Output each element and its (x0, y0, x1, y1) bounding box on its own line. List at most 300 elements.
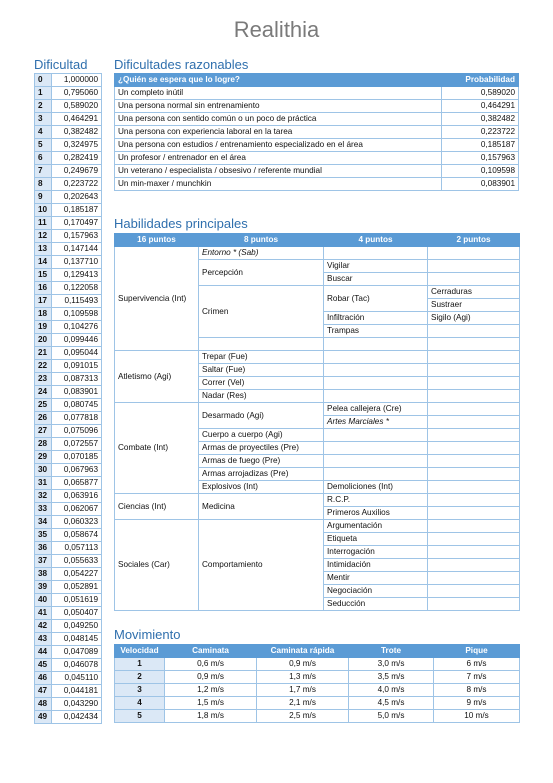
dificultad-nivel: 48 (35, 698, 52, 711)
dificultad-nivel: 47 (35, 685, 52, 698)
dificultad-valor: 0,382482 (52, 126, 102, 139)
dificultad-valor: 0,091015 (52, 360, 102, 373)
dificultad-row (35, 139, 102, 152)
razonables-quien: Un profesor / entrenador en el área (115, 152, 442, 165)
dificultad-valor: 0,046078 (52, 659, 102, 672)
hab-empty (428, 585, 520, 598)
dificultad-valor: 0,062067 (52, 503, 102, 516)
hab-empty (428, 598, 520, 611)
movimiento-caminata: 1,8 m/s (165, 710, 257, 723)
dificultad-nivel: 14 (35, 256, 52, 269)
dificultad-row (35, 659, 102, 672)
dificultad-row (35, 568, 102, 581)
hab-pelea: Pelea callejera (Cre) (324, 403, 428, 416)
hab-vigilar: Vigilar (324, 260, 428, 273)
dificultad-valor: 0,170497 (52, 217, 102, 230)
dificultad-nivel: 28 (35, 438, 52, 451)
hab-empty (428, 247, 520, 260)
dificultad-nivel: 44 (35, 646, 52, 659)
hab-empty (428, 559, 520, 572)
hab-header-2: 2 puntos (428, 234, 520, 247)
dificultad-row (35, 646, 102, 659)
razonables-row (115, 113, 519, 126)
hab-empty (428, 546, 520, 559)
razonables-probabilidad: 0,382482 (442, 113, 519, 126)
dificultad-valor: 0,109598 (52, 308, 102, 321)
razonables-table (114, 73, 519, 191)
hab-empty (324, 338, 428, 351)
razonables-quien: Una persona con estudios / entrenamiento especializado en el área (115, 139, 442, 152)
dificultad-valor: 0,157963 (52, 230, 102, 243)
dificultad-row (35, 542, 102, 555)
movimiento-row (115, 684, 520, 697)
hab-empty (324, 468, 428, 481)
dificultad-nivel: 6 (35, 152, 52, 165)
razonables-row (115, 139, 519, 152)
movimiento-caminata: 1,5 m/s (165, 697, 257, 710)
dificultad-row (35, 633, 102, 646)
dificultad-nivel: 17 (35, 295, 52, 308)
razonables-row (115, 178, 519, 191)
razonables-probabilidad: 0,589020 (442, 87, 519, 100)
movimiento-velocidad: 5 (115, 710, 165, 723)
hab-empty (428, 533, 520, 546)
hab-trepar: Trepar (Fue) (199, 351, 324, 364)
dificultad-valor: 0,095044 (52, 347, 102, 360)
dificultad-row (35, 165, 102, 178)
movimiento-velocidad: 3 (115, 684, 165, 697)
dificultad-nivel: 3 (35, 113, 52, 126)
mov-header-trote: Trote (349, 645, 434, 658)
movimiento-caminata-rapida: 0,9 m/s (257, 658, 349, 671)
dificultad-row (35, 594, 102, 607)
dificultad-row (35, 243, 102, 256)
dificultad-valor: 0,589020 (52, 100, 102, 113)
hab-atletismo: Atletismo (Agi) (115, 351, 199, 403)
razonables-header-quien: ¿Quién se espera que lo logre? (115, 74, 442, 87)
hab-empty (428, 507, 520, 520)
hab-infiltracion: Infiltración (324, 312, 428, 325)
dificultad-nivel: 23 (35, 373, 52, 386)
dificultad-title: Dificultad (34, 57, 88, 72)
hab-comportamiento: Comportamiento (199, 520, 324, 611)
hab-argumentacion: Argumentación (324, 520, 428, 533)
movimiento-row (115, 671, 520, 684)
dificultad-row (35, 269, 102, 282)
hab-ciencias: Ciencias (Int) (115, 494, 199, 520)
dificultad-row (35, 438, 102, 451)
dificultad-row (35, 256, 102, 269)
dificultad-row (35, 334, 102, 347)
dificultad-row (35, 360, 102, 373)
dificultad-row (35, 308, 102, 321)
hab-correr: Correr (Vel) (199, 377, 324, 390)
dificultad-valor: 0,057113 (52, 542, 102, 555)
hab-empty (324, 377, 428, 390)
hab-empty (428, 481, 520, 494)
dificultad-nivel: 43 (35, 633, 52, 646)
movimiento-pique: 9 m/s (434, 697, 520, 710)
dificultad-valor: 0,063916 (52, 490, 102, 503)
hab-empty (428, 325, 520, 338)
dificultad-nivel: 30 (35, 464, 52, 477)
dificultad-nivel: 32 (35, 490, 52, 503)
dificultad-row (35, 74, 102, 87)
hab-arrojadizas: Armas arrojadizas (Pre) (199, 468, 324, 481)
dificultad-valor: 0,075096 (52, 425, 102, 438)
dificultad-valor: 0,282419 (52, 152, 102, 165)
dificultad-nivel: 0 (35, 74, 52, 87)
dificultad-nivel: 12 (35, 230, 52, 243)
movimiento-caminata: 1,2 m/s (165, 684, 257, 697)
dificultad-nivel: 35 (35, 529, 52, 542)
dificultad-nivel: 45 (35, 659, 52, 672)
movimiento-row (115, 697, 520, 710)
hab-crimen: Crimen (199, 286, 324, 338)
dificultad-nivel: 4 (35, 126, 52, 139)
hab-empty (428, 377, 520, 390)
hab-cuerpo: Cuerpo a cuerpo (Agi) (199, 429, 324, 442)
movimiento-row (115, 710, 520, 723)
razonables-probabilidad: 0,157963 (442, 152, 519, 165)
dificultad-nivel: 8 (35, 178, 52, 191)
dificultad-row (35, 204, 102, 217)
hab-intimidacion: Intimidación (324, 559, 428, 572)
dificultad-row (35, 516, 102, 529)
hab-empty (428, 429, 520, 442)
hab-demoliciones: Demoliciones (Int) (324, 481, 428, 494)
dificultad-valor: 0,147144 (52, 243, 102, 256)
dificultad-valor: 0,464291 (52, 113, 102, 126)
dificultad-nivel: 33 (35, 503, 52, 516)
dificultad-row (35, 529, 102, 542)
hab-empty (324, 442, 428, 455)
dificultad-nivel: 5 (35, 139, 52, 152)
dificultad-row (35, 555, 102, 568)
hab-sustraer: Sustraer (428, 299, 520, 312)
hab-desarmado: Desarmado (Agi) (199, 403, 324, 429)
dificultad-valor: 0,070185 (52, 451, 102, 464)
hab-header-8: 8 puntos (199, 234, 324, 247)
dificultad-row (35, 620, 102, 633)
hab-empty (428, 390, 520, 403)
hab-header-16: 16 puntos (115, 234, 199, 247)
movimiento-velocidad: 2 (115, 671, 165, 684)
dificultad-valor: 0,223722 (52, 178, 102, 191)
dificultad-nivel: 19 (35, 321, 52, 334)
dificultad-valor: 0,122058 (52, 282, 102, 295)
hab-proyectiles: Armas de proyectiles (Pre) (199, 442, 324, 455)
movimiento-title: Movimiento (114, 627, 181, 642)
dificultad-row (35, 607, 102, 620)
hab-empty (428, 416, 520, 429)
dificultad-row (35, 191, 102, 204)
razonables-probabilidad: 0,109598 (442, 165, 519, 178)
dificultad-valor: 0,065877 (52, 477, 102, 490)
dificultad-valor: 0,054227 (52, 568, 102, 581)
dificultad-valor: 0,042434 (52, 711, 102, 724)
dificultad-valor: 0,072557 (52, 438, 102, 451)
dificultad-nivel: 18 (35, 308, 52, 321)
dificultad-valor: 0,080745 (52, 399, 102, 412)
hab-supervivencia: Supervivencia (Int) (115, 247, 199, 351)
dificultad-nivel: 26 (35, 412, 52, 425)
hab-percepcion: Percepción (199, 260, 324, 286)
dificultad-nivel: 31 (35, 477, 52, 490)
dificultad-valor: 0,099446 (52, 334, 102, 347)
movimiento-caminata-rapida: 2,5 m/s (257, 710, 349, 723)
dificultad-row (35, 451, 102, 464)
dificultad-valor: 0,137710 (52, 256, 102, 269)
mov-header-caminata-rapida: Caminata rápida (257, 645, 349, 658)
razonables-header-probabilidad: Probabilidad (442, 74, 519, 87)
hab-interrogacion: Interrogación (324, 546, 428, 559)
hab-buscar: Buscar (324, 273, 428, 286)
dificultad-valor: 0,055633 (52, 555, 102, 568)
dificultad-row (35, 217, 102, 230)
hab-empty (428, 351, 520, 364)
dificultad-valor: 0,795060 (52, 87, 102, 100)
movimiento-caminata-rapida: 2,1 m/s (257, 697, 349, 710)
dificultad-row (35, 373, 102, 386)
dificultad-row (35, 672, 102, 685)
razonables-quien: Una persona con experiencia laboral en la tarea (115, 126, 442, 139)
dificultad-valor: 0,077818 (52, 412, 102, 425)
dificultad-valor: 0,048145 (52, 633, 102, 646)
hab-mentir: Mentir (324, 572, 428, 585)
hab-empty (428, 364, 520, 377)
dificultad-nivel: 1 (35, 87, 52, 100)
hab-header-4: 4 puntos (324, 234, 428, 247)
movimiento-trote: 5,0 m/s (349, 710, 434, 723)
dificultad-valor: 0,050407 (52, 607, 102, 620)
hab-seduccion: Seducción (324, 598, 428, 611)
hab-nadar: Nadar (Res) (199, 390, 324, 403)
razonables-row (115, 165, 519, 178)
dificultad-nivel: 11 (35, 217, 52, 230)
dificultad-row (35, 711, 102, 724)
hab-empty (428, 260, 520, 273)
dificultad-nivel: 25 (35, 399, 52, 412)
dificultad-row (35, 100, 102, 113)
razonables-quien: Un veterano / especialista / obsesivo / referente mundial (115, 165, 442, 178)
dificultad-valor: 0,043290 (52, 698, 102, 711)
razonables-probabilidad: 0,464291 (442, 100, 519, 113)
razonables-probabilidad: 0,223722 (442, 126, 519, 139)
movimiento-trote: 4,5 m/s (349, 697, 434, 710)
dificultad-valor: 0,044181 (52, 685, 102, 698)
habilidades-title: Habilidades principales (114, 216, 248, 231)
dificultad-row (35, 412, 102, 425)
dificultad-row (35, 87, 102, 100)
hab-empty (428, 455, 520, 468)
dificultad-valor: 0,052891 (52, 581, 102, 594)
dificultad-nivel: 38 (35, 568, 52, 581)
movimiento-caminata: 0,9 m/s (165, 671, 257, 684)
dificultad-row (35, 178, 102, 191)
dificultad-valor: 0,115493 (52, 295, 102, 308)
hab-trampas: Trampas (324, 325, 428, 338)
movimiento-caminata: 0,6 m/s (165, 658, 257, 671)
movimiento-pique: 6 m/s (434, 658, 520, 671)
dificultad-nivel: 46 (35, 672, 52, 685)
dificultad-nivel: 24 (35, 386, 52, 399)
dificultad-nivel: 13 (35, 243, 52, 256)
hab-negociacion: Negociación (324, 585, 428, 598)
dificultad-valor: 0,104276 (52, 321, 102, 334)
dificultad-valor: 0,045110 (52, 672, 102, 685)
dificultad-row (35, 503, 102, 516)
razonables-probabilidad: 0,185187 (442, 139, 519, 152)
movimiento-row (115, 658, 520, 671)
habilidades-table (114, 233, 520, 611)
dificultad-valor: 0,324975 (52, 139, 102, 152)
hab-etiqueta: Etiqueta (324, 533, 428, 546)
dificultad-row (35, 477, 102, 490)
razonables-quien: Una persona con sentido común o un poco de práctica (115, 113, 442, 126)
hab-empty (428, 468, 520, 481)
dificultad-nivel: 15 (35, 269, 52, 282)
mov-header-caminata: Caminata (165, 645, 257, 658)
movimiento-trote: 4,0 m/s (349, 684, 434, 697)
dificultad-row (35, 126, 102, 139)
dificultad-row (35, 321, 102, 334)
dificultad-nivel: 9 (35, 191, 52, 204)
dificultad-nivel: 10 (35, 204, 52, 217)
razonables-row (115, 100, 519, 113)
movimiento-caminata-rapida: 1,7 m/s (257, 684, 349, 697)
dificultad-nivel: 22 (35, 360, 52, 373)
hab-empty (428, 273, 520, 286)
razonables-quien: Un completo inútil (115, 87, 442, 100)
dificultad-row (35, 490, 102, 503)
movimiento-trote: 3,0 m/s (349, 658, 434, 671)
razonables-row (115, 126, 519, 139)
dificultad-valor: 1,000000 (52, 74, 102, 87)
dificultad-valor: 0,060323 (52, 516, 102, 529)
hab-auxilios: Primeros Auxilios (324, 507, 428, 520)
page-title: Realithia (233, 17, 320, 42)
hab-empty (428, 520, 520, 533)
razonables-row (115, 152, 519, 165)
movimiento-caminata-rapida: 1,3 m/s (257, 671, 349, 684)
dificultad-row (35, 295, 102, 308)
dificultad-valor: 0,087313 (52, 373, 102, 386)
hab-empty (324, 390, 428, 403)
dificultad-nivel: 42 (35, 620, 52, 633)
dificultad-nivel: 36 (35, 542, 52, 555)
hab-saltar: Saltar (Fue) (199, 364, 324, 377)
dificultad-valor: 0,067963 (52, 464, 102, 477)
movimiento-trote: 3,5 m/s (349, 671, 434, 684)
hab-fuego: Armas de fuego (Pre) (199, 455, 324, 468)
dificultad-row (35, 386, 102, 399)
razonables-quien: Una persona normal sin entrenamiento (115, 100, 442, 113)
movimiento-velocidad: 1 (115, 658, 165, 671)
hab-cerraduras: Cerraduras (428, 286, 520, 299)
hab-empty (324, 247, 428, 260)
dificultad-nivel: 20 (35, 334, 52, 347)
hab-sigilo: Sigilo (Agi) (428, 312, 520, 325)
dificultad-valor: 0,129413 (52, 269, 102, 282)
hab-robar: Robar (Tac) (324, 286, 428, 312)
hab-artes: Artes Marciales * (324, 416, 428, 429)
dificultad-row (35, 152, 102, 165)
dificultad-row (35, 425, 102, 438)
dificultad-row (35, 698, 102, 711)
razonables-row (115, 87, 519, 100)
dificultad-nivel: 34 (35, 516, 52, 529)
dificultad-nivel: 2 (35, 100, 52, 113)
dificultad-row (35, 230, 102, 243)
dificultad-row (35, 399, 102, 412)
dificultad-row (35, 282, 102, 295)
hab-empty (324, 351, 428, 364)
hab-explosivos: Explosivos (Int) (199, 481, 324, 494)
hab-empty (324, 429, 428, 442)
hab-empty (428, 338, 520, 351)
movimiento-pique: 10 m/s (434, 710, 520, 723)
dificultad-valor: 0,058674 (52, 529, 102, 542)
dificultad-nivel: 49 (35, 711, 52, 724)
hab-empty (428, 403, 520, 416)
dificultad-nivel: 37 (35, 555, 52, 568)
dificultad-valor: 0,083901 (52, 386, 102, 399)
hab-empty (324, 455, 428, 468)
movimiento-table (114, 644, 520, 723)
dificultad-valor: 0,202643 (52, 191, 102, 204)
movimiento-velocidad: 4 (115, 697, 165, 710)
hab-sociales: Sociales (Car) (115, 520, 199, 611)
hab-entorno: Entorno * (Sab) (199, 247, 324, 260)
dificultad-nivel: 29 (35, 451, 52, 464)
dificultad-nivel: 27 (35, 425, 52, 438)
dificultad-nivel: 16 (35, 282, 52, 295)
dificultad-valor: 0,051619 (52, 594, 102, 607)
razonables-probabilidad: 0,083901 (442, 178, 519, 191)
dificultad-valor: 0,249679 (52, 165, 102, 178)
hab-combate: Combate (Int) (115, 403, 199, 494)
dificultad-nivel: 40 (35, 594, 52, 607)
movimiento-pique: 8 m/s (434, 684, 520, 697)
dificultad-valor: 0,185187 (52, 204, 102, 217)
dificultad-row (35, 464, 102, 477)
razonables-title: Dificultades razonables (114, 57, 249, 72)
dificultad-table (34, 73, 102, 724)
dificultad-valor: 0,049250 (52, 620, 102, 633)
dificultad-row (35, 347, 102, 360)
dificultad-nivel: 41 (35, 607, 52, 620)
dificultad-row (35, 685, 102, 698)
hab-empty (199, 338, 324, 351)
dificultad-nivel: 21 (35, 347, 52, 360)
mov-header-velocidad: Velocidad (115, 645, 165, 658)
hab-rcp: R.C.P. (324, 494, 428, 507)
razonables-quien: Un min-maxer / munchkin (115, 178, 442, 191)
movimiento-pique: 7 m/s (434, 671, 520, 684)
dificultad-row (35, 581, 102, 594)
dificultad-valor: 0,047089 (52, 646, 102, 659)
dificultad-nivel: 39 (35, 581, 52, 594)
dificultad-row (35, 113, 102, 126)
hab-empty (428, 442, 520, 455)
hab-medicina: Medicina (199, 494, 324, 520)
hab-empty (428, 572, 520, 585)
hab-empty (428, 494, 520, 507)
hab-empty (324, 364, 428, 377)
dificultad-nivel: 7 (35, 165, 52, 178)
mov-header-pique: Pique (434, 645, 520, 658)
